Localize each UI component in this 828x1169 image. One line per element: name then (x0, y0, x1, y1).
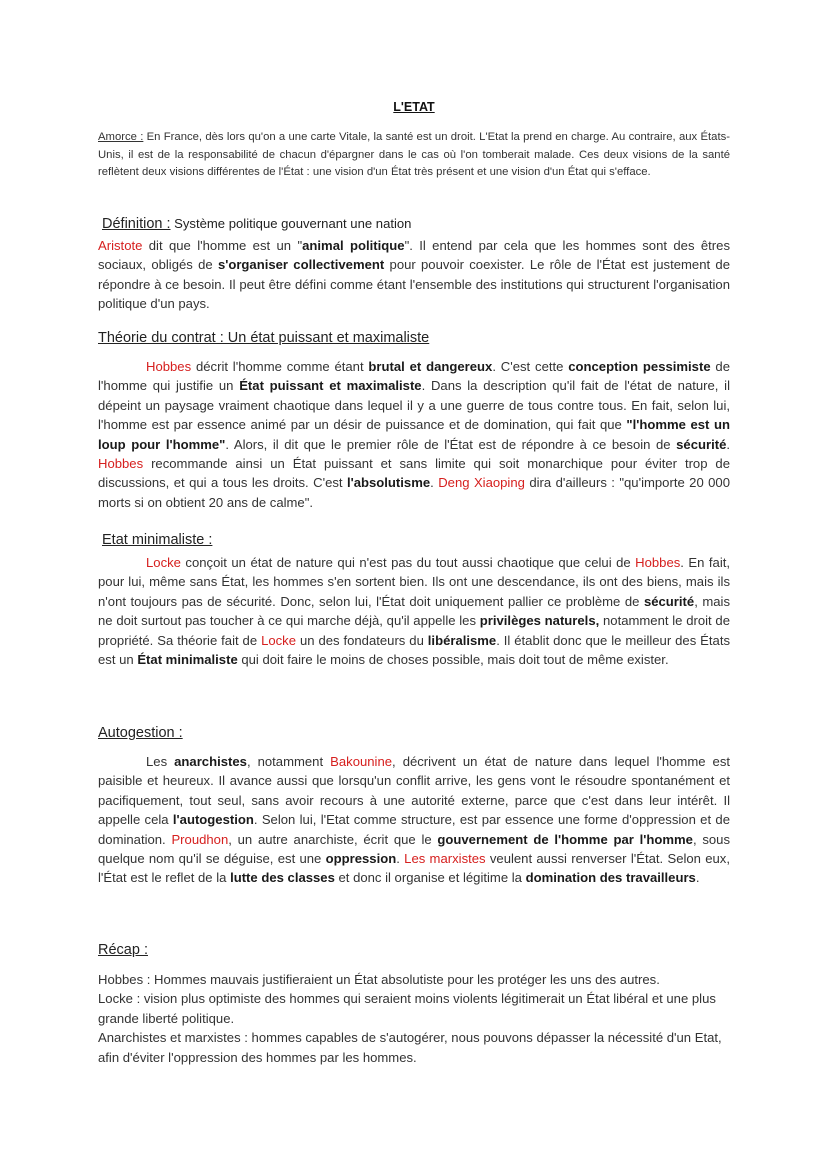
bold-span: lutte des classes (230, 870, 335, 886)
text-span: veulent aussi renverser l'État. Selon eux, l'État est le reflet de la (98, 851, 730, 886)
bold-span: libéralisme (427, 632, 497, 648)
name-hobbes: Hobbes (98, 456, 144, 472)
text-span: conçoit un état de nature qui n'est pas du tout aussi chaotique que celui de (180, 555, 636, 570)
contrat-paragraph (98, 357, 730, 512)
definition-label: Définition : (102, 216, 171, 232)
text-span: , mais ne doit surtout pas toucher à ce qui marche déjà, qu'il appelle les (98, 593, 730, 629)
bold-span: animal politique (302, 238, 405, 253)
bold-span: État puissant et maximaliste (239, 378, 422, 394)
text-span: un des fondateurs du (296, 632, 428, 648)
definition-text: Système politique gouvernant une nation (170, 216, 412, 231)
name-locke: Locke (261, 632, 297, 648)
text-span: . Dans la description qu'il fait de l'état de nature, il dépeint un paysage vraiment chaotique dans lequel il y a une guerre de tous contre tous. En fait, selon lui, l'homme est par essence animé par un désir de puissance et de domination, qui fait que (98, 378, 730, 433)
bold-span: l'absolutisme (346, 475, 431, 491)
bold-span: anarchistes (174, 754, 247, 769)
bold-span: "l'homme est un loup pour l'homme" (98, 417, 730, 452)
text-span: . Selon lui, l'Etat comme structure, est par essence une forme d'oppression et de domination. (98, 812, 730, 847)
recap-hobbes: Hobbes : Hommes mauvais justifieraient un État absolutiste pour les protéger les uns des autres. (98, 972, 660, 987)
text-span: ". Il entend par cela que les hommes sont des êtres sociaux, obligés de (98, 238, 731, 273)
bold-span: gouvernement de l'homme par l'homme (437, 831, 693, 847)
amorce-paragraph (98, 129, 730, 182)
minimaliste-heading-text: Etat minimaliste : (102, 532, 213, 548)
bold-span: privilèges naturels, (479, 613, 600, 629)
text-span: . C'est cette (492, 359, 569, 374)
text-span: dit que l'homme est un " (142, 238, 303, 253)
name-bakounine: Bakounine (330, 754, 393, 769)
text-span: de l'homme qui justifie un (98, 359, 731, 394)
amorce-text: En France, dès lors qu'on a une carte Vitale, la santé est un droit. L'Etat la prend en charge. Au contraire, aux États-Unis, il est de la responsabilité de chacun d'épargner dans le cas où l'on tomberait malade. Ces deux visions de la santé reflètent deux visions différentes de l'État : une vision d'un État très présent et une vision d'un État qui s'efface. (98, 131, 730, 178)
autogestion-heading-text: Autogestion : (98, 725, 183, 741)
name-hobbes: Hobbes (635, 555, 681, 570)
name-proudhon: Proudhon (171, 831, 229, 847)
text-span: dira d'ailleurs : "qu'importe 20 000 morts si on obtient 20 ans de calme". (98, 475, 731, 510)
contrat-heading-text: Théorie du contrat : Un état puissant et maximaliste (98, 330, 430, 346)
definition-heading (102, 216, 411, 232)
amorce-label: Amorce : (98, 131, 144, 143)
text-span: . En fait, pour lui, même sans État, les hommes s'en sortent bien. Ils ont une descendance, ils ont des biens, mais ils n'ont toujours pas de sécurité. Donc, selon lui, l'État doit uniquement pallier ce problème de (98, 555, 730, 609)
text-span: décrit l'homme comme étant (191, 359, 369, 374)
recap-heading (98, 942, 148, 958)
bold-span: s'organiser collectivement (217, 257, 385, 273)
recap-heading-text: Récap : (98, 942, 148, 958)
text-span: , décrivent un état de nature dans lequel l'homme est paisible et heureux. Il avance aussi que lorsqu'un conflit arrive, les gens vont le résoudre spontanément et pacifiquement, tout seul, sans avoir recours à une autorité externe, parce que c'est dans leur intérêt. Il appelle cela (98, 754, 731, 828)
text-span: . Il établit donc que le meilleur des États est un (98, 632, 731, 668)
text-span: , sous quelque nom qu'il se déguise, est une (98, 831, 730, 867)
name-locke: Locke (146, 555, 181, 570)
recap-list (98, 970, 730, 1067)
bold-span: sécurité (676, 436, 727, 452)
minimaliste-paragraph (98, 553, 730, 669)
name-deng-xiaoping: Deng Xiaoping (438, 475, 525, 491)
minimaliste-heading (102, 532, 212, 548)
text-span: , un autre anarchiste, écrit que le (228, 831, 438, 847)
autogestion-paragraph (98, 752, 730, 888)
definition-paragraph (98, 236, 730, 314)
recap-locke: Locke : vision plus optimiste des hommes qui seraient moins violents légitimerait un État libéral et une plus grande liberté politique. (98, 991, 716, 1026)
bold-span: conception pessimiste (568, 359, 711, 374)
text-span: . (396, 851, 405, 867)
bold-span: sécurité (643, 593, 695, 609)
text-span: pour pouvoir coexister. Le rôle de l'État est justement de répondre à ce besoin. Il peut être défini comme étant l'ensemble des institutions qui structurent l'organisation politique d'un pays. (98, 257, 730, 312)
text-span: recommande ainsi un État puissant et sans limite qui soit monarchique pour éviter trop de discussions, et qui a tous les droits. C'est (98, 456, 730, 491)
autogestion-heading (98, 725, 183, 741)
text-span: qui doit faire le moins de choses possible, mais doit tout de même exister. (237, 652, 669, 668)
text-span: et donc il organise et légitime la (334, 870, 526, 886)
text-span: . Alors, il dit que le premier rôle de l'État est de répondre à ce besoin de (225, 436, 677, 452)
bold-span: l'autogestion (172, 812, 254, 828)
name-marxistes: Les marxistes (404, 851, 486, 867)
text-span: Les (146, 754, 175, 769)
bold-span: oppression (325, 851, 397, 867)
name-aristote: Aristote (98, 238, 143, 253)
text-span: . (726, 436, 730, 452)
text-span: , notamment (246, 754, 331, 769)
bold-span: État minimaliste (137, 652, 238, 668)
text-span: . (430, 475, 439, 491)
bold-span: domination des travailleurs (525, 870, 696, 886)
contrat-heading (98, 330, 429, 346)
bold-span: brutal et dangereux (368, 359, 493, 374)
recap-anarchistes: Anarchistes et marxistes : hommes capables de s'autogérer, nous pouvons dépasser la nécessité d'un Etat, afin d'éviter l'oppression des hommes par les hommes. (98, 1030, 722, 1065)
name-hobbes: Hobbes (146, 359, 192, 374)
text-span: notamment le droit de propriété. Sa théorie fait de (98, 613, 730, 648)
page-title: L'ETAT (393, 100, 435, 114)
text-span: . (695, 870, 700, 886)
